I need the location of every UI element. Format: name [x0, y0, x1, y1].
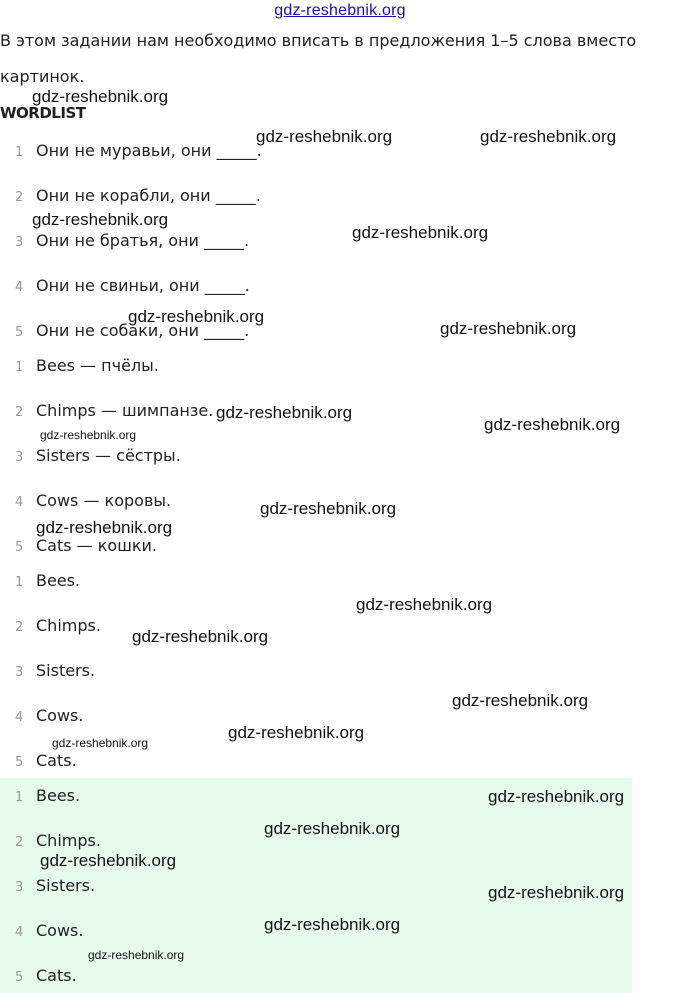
item-number: 2 [15, 190, 24, 205]
item-number: 4 [15, 710, 24, 725]
item-text: Cows. [36, 921, 84, 940]
watermark: gdz-reshebnik.org [228, 723, 365, 742]
item-number: 5 [15, 325, 24, 340]
site-link[interactable]: gdz-reshebnik.org [274, 2, 406, 19]
watermark: gdz-reshebnik.org [132, 627, 269, 646]
watermark: gdz-reshebnik.org [264, 819, 401, 838]
watermark: gdz-reshebnik.org [488, 787, 625, 806]
item-number: 4 [15, 925, 24, 940]
watermark: gdz-reshebnik.org [264, 915, 401, 934]
watermark: gdz-reshebnik.org [484, 415, 621, 434]
watermark: gdz-reshebnik.org [256, 127, 393, 146]
item-number: 3 [15, 450, 24, 465]
watermark: gdz-reshebnik.org [40, 851, 177, 870]
item-number: 1 [15, 360, 24, 375]
item-text: Они не братья, они _____. [36, 231, 250, 250]
watermark: gdz-reshebnik.org [128, 307, 265, 326]
intro-text-line-1: В этом задании нам необходимо вписать в предложения 1–5 слова вместо [0, 31, 637, 50]
item-text: Они не собаки, они _____. [36, 321, 250, 340]
watermark: gdz-reshebnik.org [216, 403, 353, 422]
item-number: 3 [15, 235, 24, 250]
intro-text-line-2: картинок. [0, 67, 85, 86]
item-text: Они не свиньи, они _____. [36, 276, 250, 295]
item-number: 2 [15, 405, 24, 420]
item-text: Cows — коровы. [36, 491, 172, 510]
item-text: Cows. [36, 706, 84, 725]
item-text: Cats. [36, 751, 77, 770]
item-text: Sisters. [36, 661, 96, 680]
watermark: gdz-reshebnik.org [488, 883, 625, 902]
item-text: Sisters — сёстры. [36, 446, 181, 465]
item-number: 4 [15, 280, 24, 295]
wordlist-heading: WORDLIST [0, 104, 86, 122]
item-text: Chimps. [36, 616, 101, 635]
watermark: gdz-reshebnik.org [88, 948, 185, 962]
watermark: gdz-reshebnik.org [480, 127, 617, 146]
item-number: 4 [15, 495, 24, 510]
item-text: Они не корабли, они _____. [36, 186, 261, 205]
item-text: Bees — пчёлы. [36, 356, 159, 375]
item-number: 1 [15, 790, 24, 805]
item-text: Sisters. [36, 876, 96, 895]
watermark: gdz-reshebnik.org [260, 499, 397, 518]
watermark: gdz-reshebnik.org [352, 223, 489, 242]
item-number: 1 [15, 145, 24, 160]
item-number: 2 [15, 620, 24, 635]
item-text: Chimps. [36, 831, 101, 850]
item-number: 1 [15, 575, 24, 590]
watermark: gdz-reshebnik.org [52, 736, 149, 750]
item-number: 5 [15, 970, 24, 985]
item-text: Chimps — шимпанзе. [36, 401, 214, 420]
watermark: gdz-reshebnik.org [440, 319, 577, 338]
watermark: gdz-reshebnik.org [356, 595, 493, 614]
item-text: Cats — кошки. [36, 536, 157, 555]
item-text: Cats. [36, 966, 77, 985]
item-number: 3 [15, 880, 24, 895]
watermark: gdz-reshebnik.org [32, 87, 169, 106]
watermark: gdz-reshebnik.org [452, 691, 589, 710]
item-number: 2 [15, 835, 24, 850]
watermark: gdz-reshebnik.org [32, 210, 169, 229]
item-text: Bees. [36, 786, 81, 805]
item-number: 3 [15, 665, 24, 680]
item-number: 5 [15, 540, 24, 555]
watermark: gdz-reshebnik.org [40, 428, 137, 442]
item-number: 5 [15, 755, 24, 770]
item-text: Они не муравьи, они _____. [36, 141, 262, 160]
watermark: gdz-reshebnik.org [36, 518, 173, 537]
item-text: Bees. [36, 571, 81, 590]
